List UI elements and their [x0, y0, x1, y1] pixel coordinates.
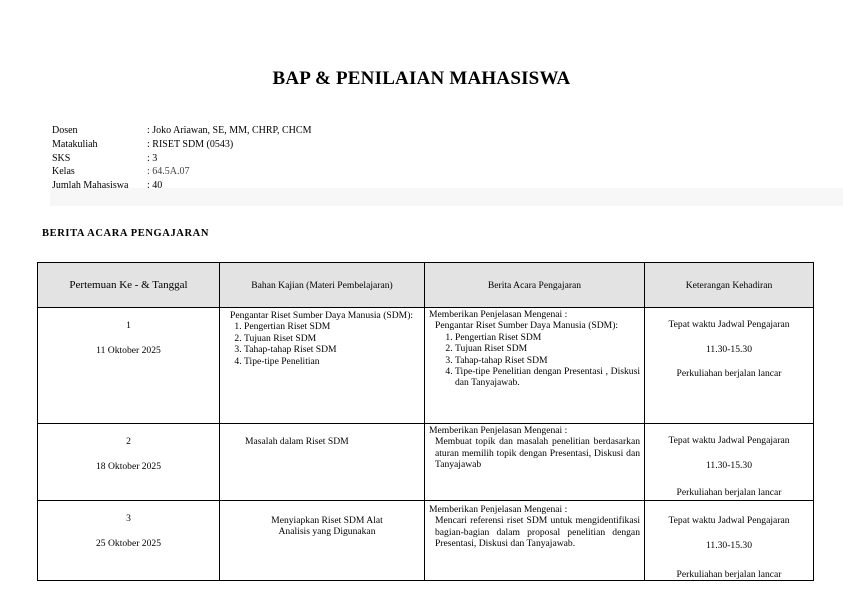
teaching-record-table	[37, 262, 814, 581]
info-label: SKS	[52, 152, 71, 164]
column-header: Berita Acara Pengajaran	[425, 263, 645, 308]
material-cell	[220, 424, 425, 501]
info-value: : RISET SDM (0543)	[147, 138, 234, 150]
meeting-date: 18 Oktober 2025	[95, 461, 161, 472]
list-item: 4. Tipe-tipe Penelitian dengan Presentasi , Diskusi dan Tanyajawab.	[455, 366, 640, 389]
list-item: 3. Tahap-tahap Riset SDM	[244, 344, 420, 355]
attendance-note: Perkuliahan berjalan lancar	[676, 486, 782, 498]
info-value: : Joko Ariawan, SE, MM, CHRP, CHCM	[147, 125, 312, 136]
info-row-jumlah-mahasiswa	[52, 179, 311, 193]
teaching-record-cell	[425, 501, 645, 581]
record-body: Membuat topik dan masalah penelitian berdasarkan aturan memilih topik dengan Presentasi, Diskusi dan Tanyajawab	[435, 436, 640, 471]
record-heading: Memberikan Penjelasan Mengenai :	[429, 309, 568, 320]
attendance-status: Tepat waktu Jadwal Pengajaran	[668, 515, 790, 526]
column-header: Pertemuan Ke - & Tanggal	[38, 263, 220, 308]
material-title: Pengantar Riset Sumber Daya Manusia (SDM):	[230, 310, 414, 321]
info-value: : 40	[147, 180, 163, 192]
info-label: Jumlah Mahasiswa	[52, 180, 129, 192]
attendance-status: Tepat waktu Jadwal Pengajaran	[668, 435, 790, 446]
attendance-cell	[645, 501, 814, 581]
info-value: : 64.5A.07	[147, 166, 190, 178]
material-title: Menyiapkan Riset SDM Alat Analisis yang Digunakan	[271, 515, 383, 538]
teaching-record-cell	[425, 424, 645, 501]
record-list	[429, 332, 640, 389]
info-value: : 3	[147, 152, 158, 164]
material-list	[230, 321, 420, 367]
section-title: BERITA ACARA PENGAJARAN	[42, 228, 210, 239]
teaching-record-cell	[425, 308, 645, 424]
attendance-time: 11.30-15.30	[705, 344, 752, 356]
info-label: Dosen	[52, 125, 78, 136]
table-row	[38, 501, 814, 581]
material-title: Masalah dalam Riset SDM	[245, 436, 349, 447]
list-item: 1. Pengertian Riset SDM	[244, 321, 420, 332]
table-row	[38, 424, 814, 501]
list-item: 3. Tahap-tahap Riset SDM	[455, 355, 640, 366]
course-info	[52, 124, 311, 193]
record-body: Pengantar Riset Sumber Daya Manusia (SDM):	[435, 320, 619, 332]
attendance-status: Tepat waktu Jadwal Pengajaran	[668, 319, 790, 330]
attendance-cell	[645, 308, 814, 424]
document-title: BAP & PENILAIAN MAHASISWA	[272, 68, 571, 89]
material-cell	[220, 308, 425, 424]
meeting-number: 1	[126, 320, 131, 331]
attendance-time: 11.30-15.30	[705, 540, 752, 552]
meeting-number: 2	[126, 436, 131, 447]
meeting-date: 11 Oktober 2025	[96, 345, 161, 356]
info-label: Kelas	[52, 166, 75, 178]
meeting-date: 25 Oktober 2025	[95, 538, 161, 549]
table-row	[38, 308, 814, 424]
attendance-time: 11.30-15.30	[705, 460, 752, 472]
info-row-kelas	[52, 165, 311, 179]
info-label: Matakuliah	[52, 138, 98, 150]
column-header: Keterangan Kehadiran	[645, 263, 814, 308]
info-row-dosen	[52, 124, 311, 138]
list-item: 2. Tujuan Riset SDM	[244, 333, 420, 344]
list-item: 4. Tipe-tipe Penelitian	[244, 356, 420, 367]
record-body: Mencari referensi riset SDM untuk mengidentifikasi bagian-bagian dalam proposal penelitian dengan Presentasi, Diskusi dan Tanyajawab.	[435, 515, 640, 550]
attendance-note: Perkuliahan berjalan lancar	[676, 367, 782, 379]
list-item: 2. Tujuan Riset SDM	[455, 343, 640, 354]
meeting-cell	[38, 501, 220, 581]
column-header: Bahan Kajian (Materi Pembelajaran)	[220, 263, 425, 308]
meeting-cell	[38, 424, 220, 501]
meeting-cell	[38, 308, 220, 424]
info-row-sks	[52, 152, 311, 166]
meeting-number: 3	[126, 513, 131, 524]
list-item: 1. Pengertian Riset SDM	[455, 332, 640, 343]
record-heading: Memberikan Penjelasan Mengenai :	[429, 425, 568, 436]
info-row-matakuliah	[52, 138, 311, 152]
attendance-cell	[645, 424, 814, 501]
attendance-note: Perkuliahan berjalan lancar	[676, 568, 782, 580]
material-cell	[220, 501, 425, 581]
record-heading: Memberikan Penjelasan Mengenai :	[429, 504, 568, 515]
table-header-row	[38, 263, 814, 308]
